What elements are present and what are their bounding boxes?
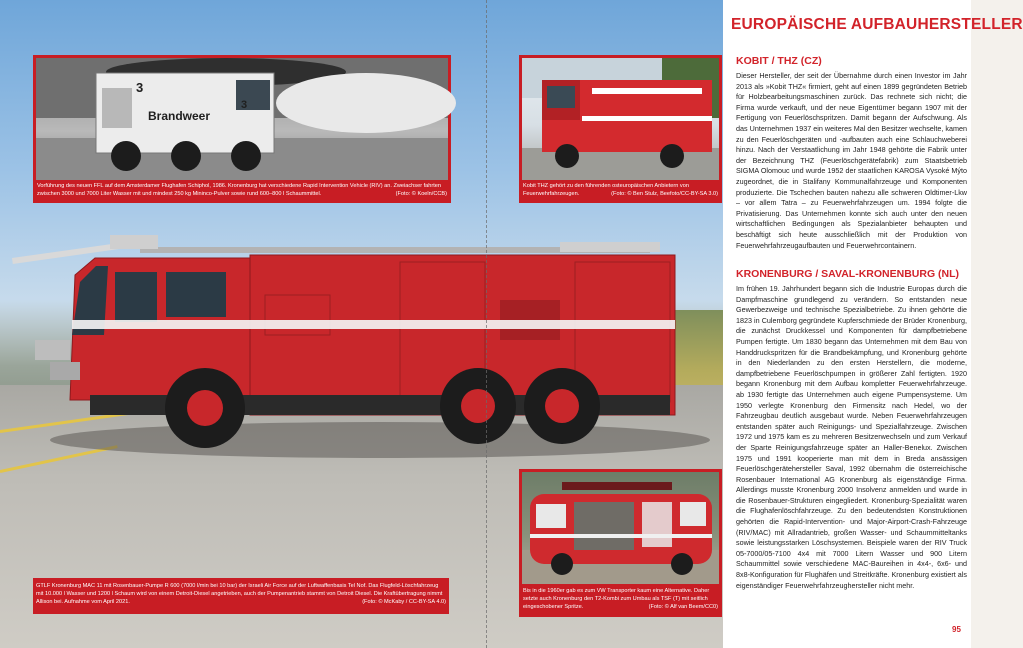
photo-image [522,472,719,584]
truck-label: Brandweer [148,109,211,123]
photo-caption [37,182,447,198]
photo-kobit-truck [519,55,722,203]
photo-caption [36,582,446,606]
photo-credit: (Foto: © Koeln/CCB) [395,191,447,197]
truck-number: 3 [136,80,144,95]
section-body-kobit: Dieser Hersteller, der seit der Übernahme durch einen Investor im Jahr 2013 als »Kobit THZ« firmiert, geht auf einen 1899 gegründeten Betrieb für Holzbearbeitungsmaschinen zurück. Das rechnete sich nicht; die Firma wurde verkauft, und der neue Eigentümer begann 1907 mit der Fertigung von Feuerlöschspritzen. Damit begann der Aufschwung. Als das Unternehmen 1937 ein weiteres Mal den Besitzer wechselte, kamen zu den Feuerlöschgeräten und -aufbauten auch eine Schlauchweberei hinzu. Nach der Verstaatlichung im Jahr 1948 gehörte die Fabrik unter der Bezeichnung THZ (Feuerlöschgerätefabrik) zum Staatsbetrieb SIGMA Olomouc und wurde 1952 der staatlichen KAROSA Vysoké Mýto zugeordnet, die in Stalifany Kommunalfahrzeuge und Komponenten produzierte. Die Tschechen bauten nahezu alle schweren Oldtimer-Lkw – vor allem Tatra – zu Feuerwehrfahrzeugen um. 1994 folgte die Privatisierung. Das Unternehmen konnte sich auch unter den neuen wirtschaftlichen Bedingungen als Spezialanbieter behaupten und beschäftigt sich heute ausschließlich mit der Produktion von Feuerwehrfahrzeugaufbauten und Feuerwehrcontainern. [736,71,967,250]
photo-image [36,58,448,180]
page-title: EUROPÄISCHE AUFBAUHERSTELLER [731,16,1023,33]
photo-vw-bus [519,469,722,617]
photo-credit: (Foto: © Alf van Beem/CC0) [648,604,718,610]
red-fire-truck-illustration [522,58,719,180]
caption-text: Kobit THZ gehört zu den führenden osteuropäischen Anbietern von Feuerwehrfahrzeugen. [523,183,689,197]
section-heading-kobit: KOBIT / THZ (CZ) [736,55,822,67]
photo-caption [523,587,718,611]
photo-credit: (Foto: © McKaby / CC-BY-SA 4.0) [362,599,446,605]
vw-bus-illustration [522,472,719,584]
page-number: 95 [952,625,961,634]
page-gutter [486,0,488,648]
white-crash-tender-illustration [36,58,448,180]
caption-text: Bis in die 1960er gab es zum VW Transporter kaum eine Alternative. Daher setzte auch Kronenburg den T2-Kombi zum Umbau als TSF (T) mit seitlich eingeschobener Spritze. [523,588,710,610]
truck-number: 3 [241,99,248,111]
caption-text: GTLF Kronenburg MAC 11 mit Rosenbauer-Pumpe R 600 (7000 l/min bei 10 bar) der Israeli Air Force auf der Luftwaffenbasis Tel Nof. Das Flugfeld-Löschfahrzeug mit 10.000 l Wasser und 1200 l Schaum wird von einem Detroit-Diesel angetrieben, auch der Pumpenantrieb stammt von Detroit Diesel. Die Kraftübertragung nimmt Allison bei. Aufnahme vom April 2021. [36,583,443,605]
photo-airport-demo [33,55,451,203]
photo-credit: (Foto: © Ben Stulz, Beefoto/CC-BY-SA 3.0) [611,191,718,197]
section-body-kronenburg: Im frühen 19. Jahrhundert begann sich die Industrie Europas durch die Dampfmaschine grundlegend zu verändern. So entstanden neue Gewerbezweige und technische Spezialbetriebe. Zu ihnen gehörte die 1823 in Culemborg gegründete Kupferschmiede der Brüder Kronenburg, die zunächst Druckkessel und Komponenten für dampfbetriebene Pumpen fertigte. Um 1830 begann das Unternehmen mit dem Bau von Handdruckspritzen für die Brandbekämpfung, und Kronenburg gehörte in den Niederlanden zu den ersten Herstellern, die moderne, dampfbetriebene Feuerlöschpumpen in größerer Zahl fertigten. 1920 begann Kronenburg mit dem Aufbau kompletter Feuerwehrfahrzeuge. ab 1930 fertigte das Unternehmen auch eigene Pumpensysteme. Um 1950 verlegte Kronenburg den Firmensitz nach Hedel, wo der Fahrzeugbau deutlich ausgebaut wurde. Neben Feuerwehrfahrzeugen entstanden später auch Reinigungs- und Spezialfahrzeuge. Zwischen 1972 und 1975 kam es zu mehreren Besitzerwechseln und zum Verkauf der Sparte Reinigungsfahrzeuge später an Haller-Benelux. Zwischen 1975 und 1991 kooperierte man mit dem in Breda ansässigen Feuerlöschgerätehersteller Saval, 1992 übernahm die österreichische Rosenbauer International AG Kronenburg als eigenständige Firma. Allerdings musste Kronenburg 2000 Insolvenz anmelden und wurde in die Rosenbauer-Strukturen eingegliedert. Kronenburg-Spezialität waren die Flughafenlöschfahrzeuge. Zu den bedeutendsten Konstruktionen gehörten die Rapid-Intervention- und Major-Airport-Crash-Fahrzeuge (RIV/MAC) mit Allradantrieb, großen Wasser- und Schaummitteltanks sowie leistungsstarken Löschsystemen. Beispiele waren der RIV Truck 05-7000/05-7100 4x4 mit 7000 Litern Wasser und 900 Litern Schaummittel sowie verschiedene MAC-Baureihen in 4x4-, 6x6- und 8x8-Konfiguration für Flughäfen und Streitkräfte. Kronenburg existiert als eigenständiger Feuerwehrfahrzeughersteller nicht mehr. [736,284,967,590]
caption-text: Vorführung des neuen FFL auf dem Amsterdamer Flughafen Schiphol, 1986. Kronenburg hat verschiedene Rapid Intervention Vehicle (RIV) an. Zweiachser fahrten zwischen 3000 und 7000 Liter Wasser mit und mindest 250 kg Mininco-Pulver sowie rund 600–800 l Schaummittel. [37,183,442,197]
photo-caption [523,182,718,198]
photo-image [522,58,719,180]
section-heading-kronenburg: KRONENBURG / SAVAL-KRONENBURG (NL) [736,268,960,280]
main-photo-caption-box [33,578,449,614]
